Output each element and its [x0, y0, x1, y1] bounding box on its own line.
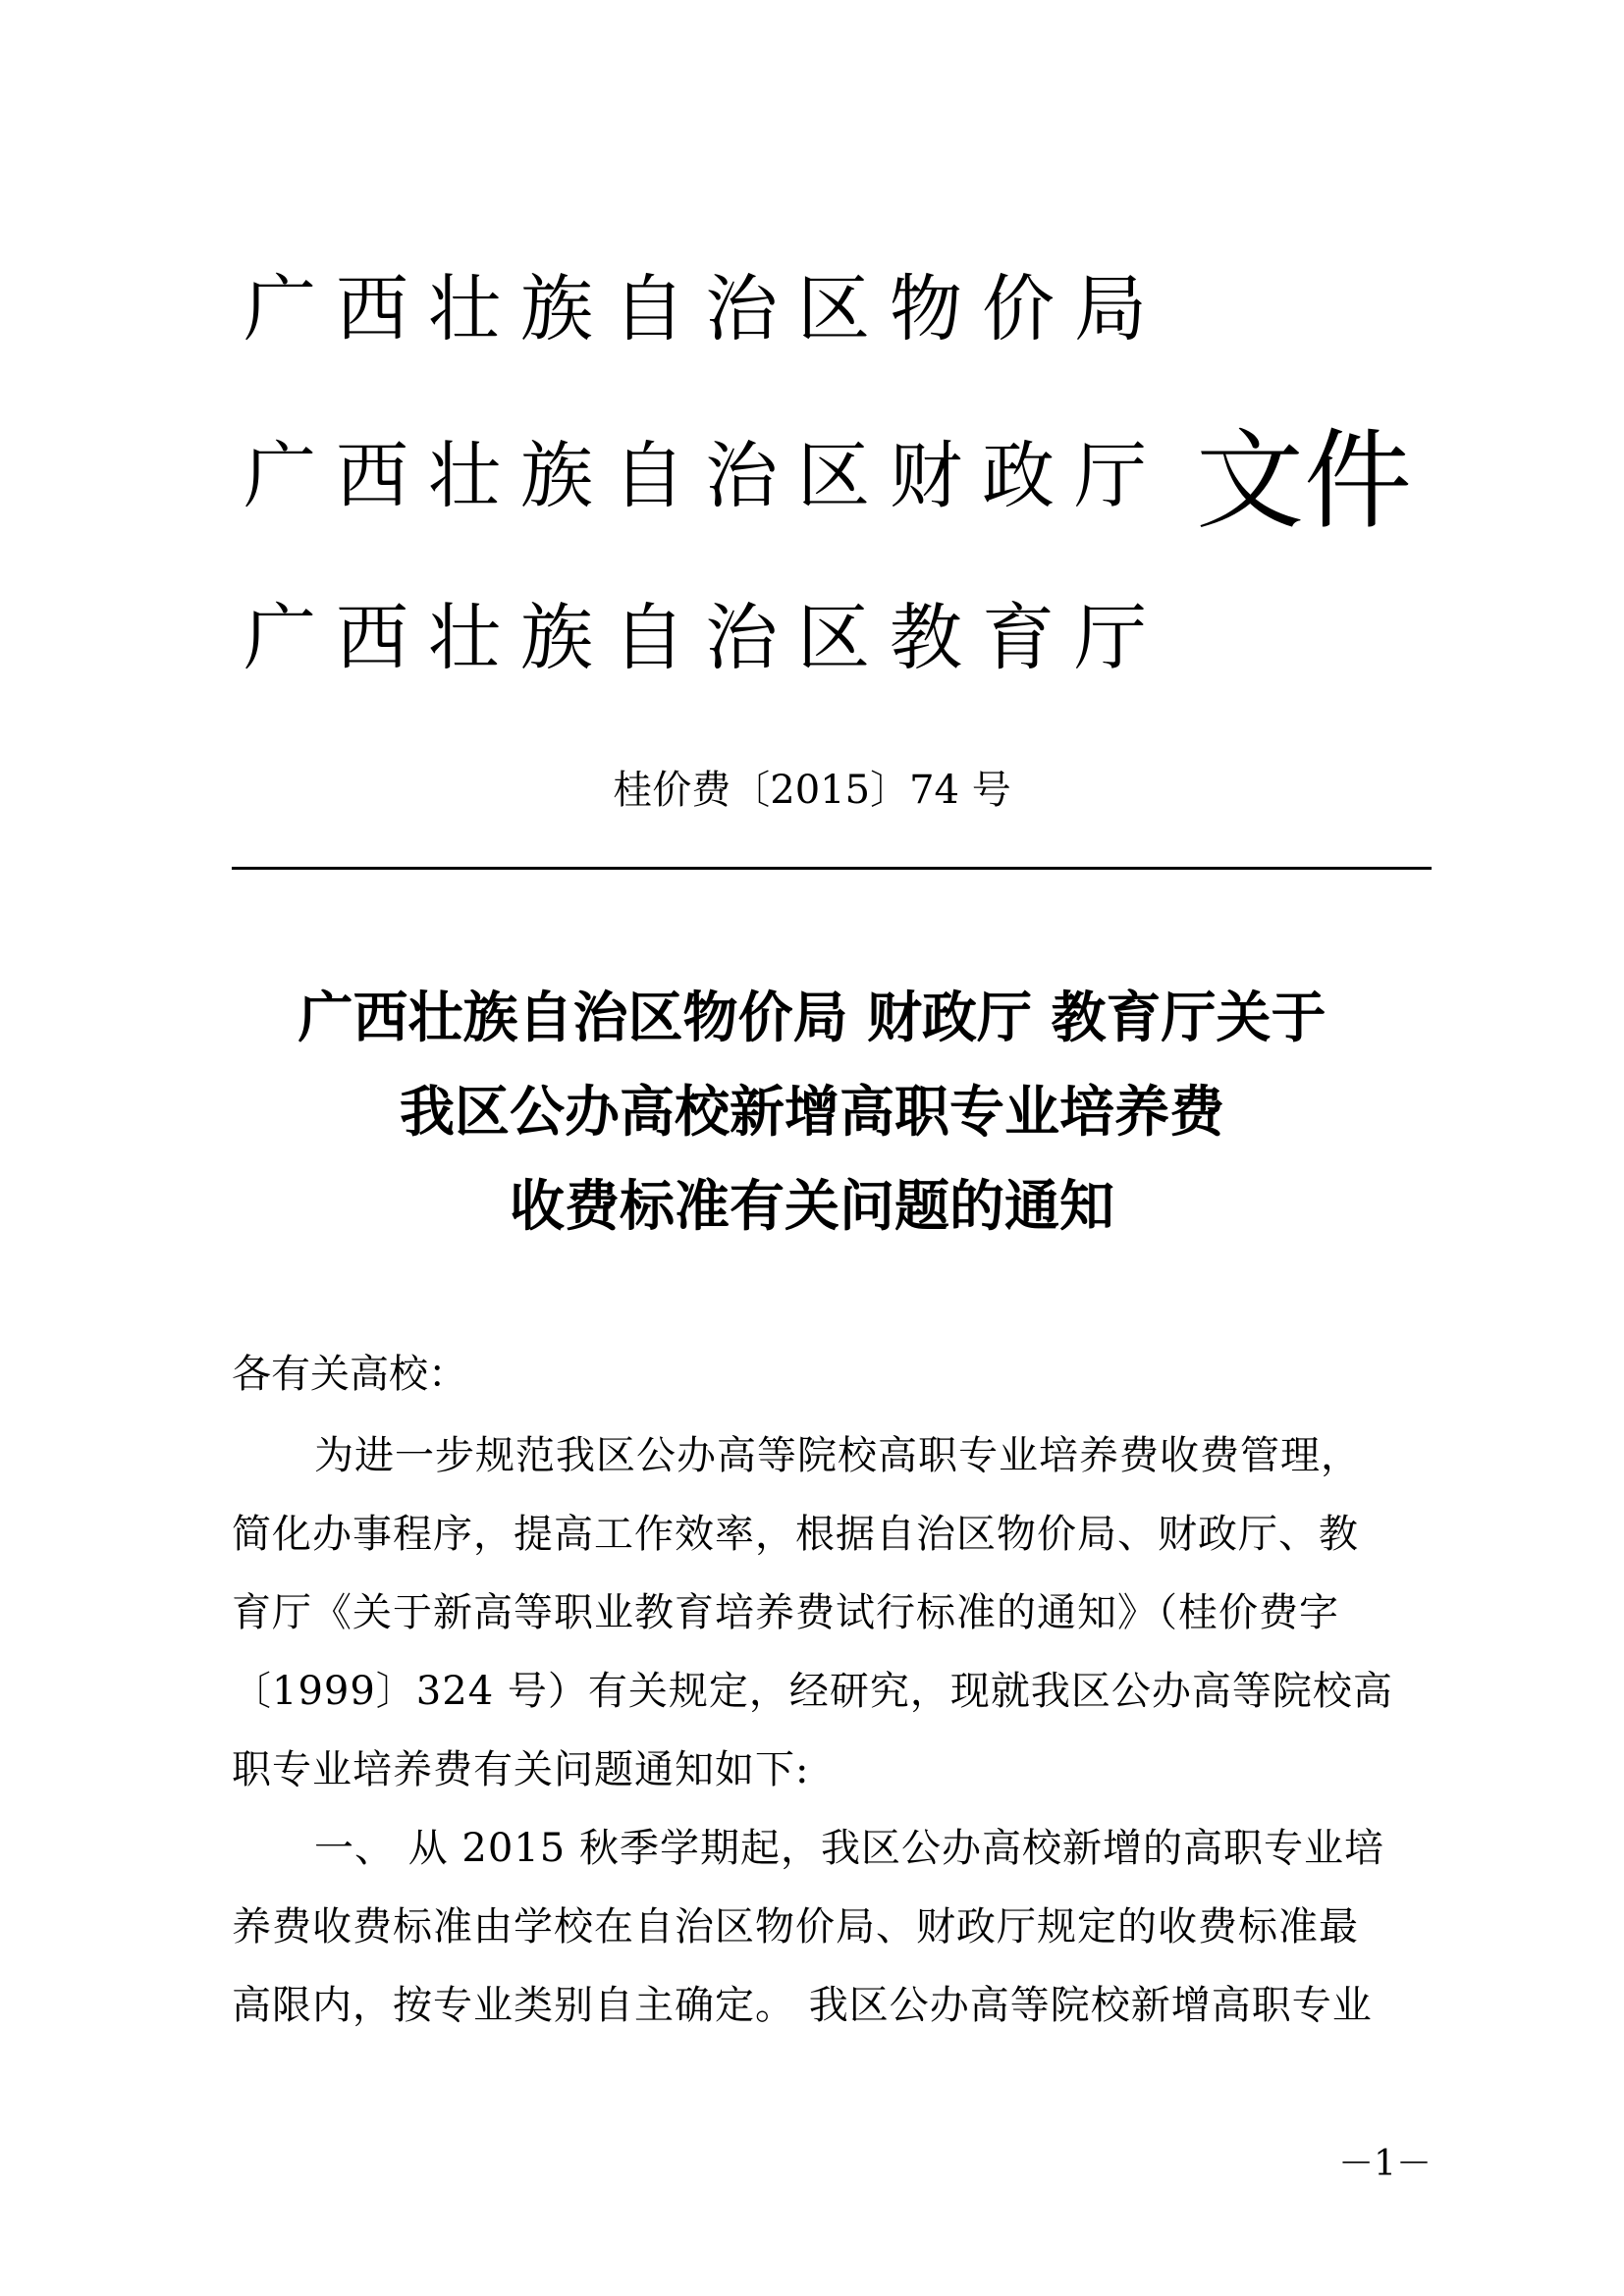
header-divider [232, 867, 1432, 870]
document-number: 桂价费〔2015〕74 号 [613, 768, 1011, 813]
body-line-3: 育厅《关于新高等职业教育培养费试行标准的通知》（桂价费字 [232, 1590, 1339, 1635]
body-text [232, 1416, 1432, 2045]
issuer-block [244, 265, 1422, 697]
issuer-education-department: 广西壮族自治区教育厅 [244, 596, 1166, 680]
body-line-2: 简化办事程序，提高工作效率，根据自治区物价局、财政厅、教 [232, 1512, 1359, 1557]
title-line-2: 我区公办高校新增高职专业培养费 [400, 1081, 1224, 1145]
body-line-4: 〔1999〕324 号）有关规定，经研究，现就我区公办高等院校高 [232, 1669, 1393, 1714]
body-line-1: 为进一步规范我区公办高等院校高职专业培养费收费管理， [314, 1433, 1361, 1478]
document-title [0, 972, 1624, 1255]
issuer-finance-department: 广西壮族自治区财政厅 [244, 434, 1166, 518]
body-line-5: 职专业培养费有关问题通知如下: [232, 1747, 810, 1792]
page-number: －1－ [1338, 2144, 1432, 2184]
body-line-8: 高限内，按专业类别自主确定。 我区公办高等院校新增高职专业 [232, 1983, 1373, 2028]
issuer-price-bureau: 广西壮族自治区物价局 [244, 267, 1166, 351]
title-line-1: 广西壮族自治区物价局 财政厅 教育厅关于 [298, 987, 1326, 1050]
body-line-7: 养费收费标准由学校在自治区物价局、财政厅规定的收费标准最 [232, 1904, 1359, 1949]
salutation: 各有关高校： [232, 1352, 467, 1397]
body-line-6: 一、 从 2015 秋季学期起，我区公办高校新增的高职专业培 [314, 1826, 1384, 1871]
title-line-3: 收费标准有关问题的通知 [510, 1175, 1114, 1239]
document-type-label: 文件 [1196, 418, 1412, 544]
